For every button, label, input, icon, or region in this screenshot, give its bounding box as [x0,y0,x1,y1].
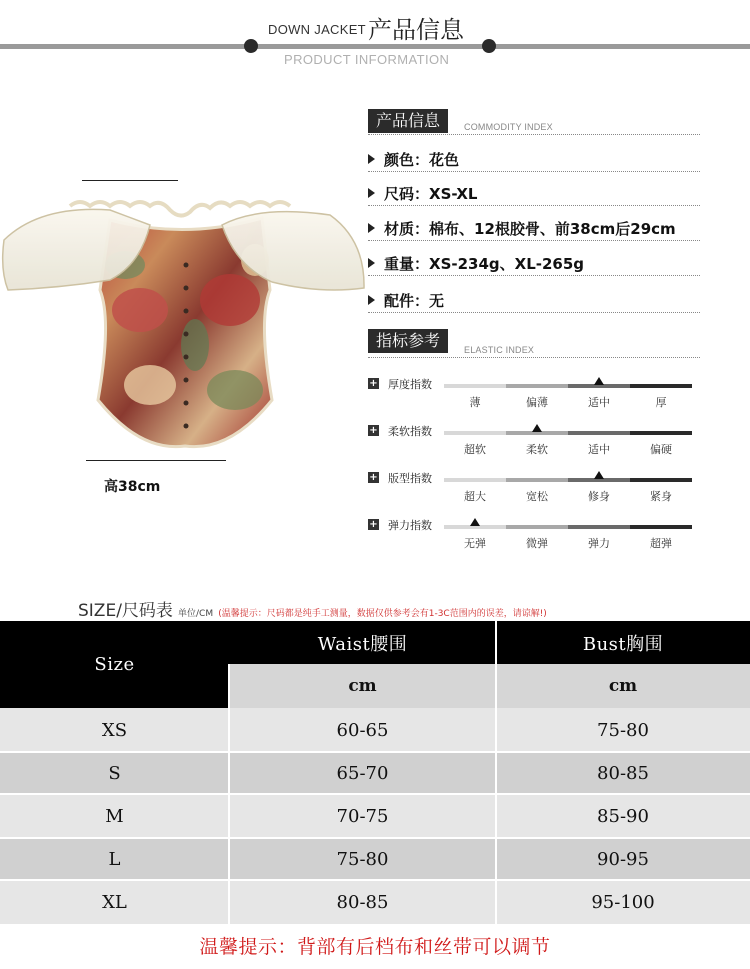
header-size: Size [0,621,229,708]
header-bust: Bust胸围 [496,621,750,664]
size-title-main: SIZE/尺码表 [78,601,173,621]
index-name: 柔软指数 [388,425,432,438]
row-separator [0,793,750,795]
level-label: 弹力 [588,537,610,550]
arrow-icon [368,258,375,268]
cell-size: XL [102,891,127,913]
level-label: 薄 [469,396,481,409]
index-scale-bar [444,384,692,388]
index-row-thickness [368,377,700,417]
commodity-sub: COMMODITY INDEX [464,122,553,132]
info-row-material [368,213,700,241]
level-label: 柔软 [526,443,548,456]
size-chart-title [78,596,547,621]
header-en-title: DOWN JACKET [268,22,366,37]
cell-waist: 65-70 [336,762,389,784]
floral-corset-image [0,170,368,460]
header-cn-title: 产品信息 [368,16,464,44]
index-name: 厚度指数 [388,378,432,391]
index-scale-bar [444,478,692,482]
level-label: 无弹 [464,537,486,550]
plus-icon: + [369,378,378,389]
level-label: 宽松 [526,490,548,503]
warm-tip: 温馨提示：背部有后档布和丝带可以调节 [199,935,551,958]
info-row-color [368,144,700,172]
arrow-icon [368,223,375,233]
cell-waist: 70-75 [336,805,389,827]
header-waist: Waist腰围 [229,621,496,664]
level-label: 超弹 [650,537,672,550]
index-level-labels [444,394,692,410]
cell-size: M [105,805,124,827]
level-label: 偏薄 [526,396,548,409]
index-row-softness [368,424,700,464]
level-label: 厚 [655,396,667,409]
header-dot-right [482,39,496,53]
row-divider [368,275,700,276]
info-text: 配件：无 [384,292,445,310]
size-title-unit: 单位/CM [178,609,214,619]
cell-size: XS [101,719,128,741]
level-label: 适中 [588,443,610,456]
level-label: 修身 [588,490,610,503]
plus-icon: + [369,519,378,530]
measure-bottom-line [86,460,226,461]
info-text: 尺码：XS-XL [384,185,478,203]
index-name: 弹力指数 [388,519,432,532]
index-marker [470,518,480,526]
index-level-labels [444,441,692,457]
index-level-labels [444,488,692,504]
cell-waist: 60-65 [336,719,389,741]
index-scale-bar [444,431,692,435]
cell-waist: 80-85 [336,891,389,913]
elastic-sub: ELASTIC INDEX [464,345,535,355]
cell-bust: 90-95 [597,848,649,870]
cell-bust: 85-90 [597,805,649,827]
index-level-labels [444,535,692,551]
info-row-accessory [368,285,700,313]
level-label: 超软 [464,443,486,456]
row-separator [0,751,750,753]
index-name: 版型指数 [388,472,432,485]
row-divider [368,312,700,313]
arrow-icon [368,188,375,198]
level-label: 微弹 [526,537,548,550]
index-row-fit [368,471,700,511]
level-label: 超大 [464,490,486,503]
plus-icon: + [369,472,378,483]
row-separator [0,837,750,839]
arrow-icon [368,154,375,164]
info-row-size [368,178,700,206]
arrow-icon [368,295,375,305]
index-marker [594,471,604,479]
elastic-divider [368,357,700,358]
commodity-badge: 产品信息 [368,109,448,133]
row-divider [368,240,700,241]
info-text: 颜色：花色 [384,151,460,169]
cell-bust: 95-100 [591,891,655,913]
commodity-divider [368,134,700,135]
header-subtitle: PRODUCT INFORMATION [284,52,450,67]
plus-icon: + [369,425,378,436]
level-label: 紧身 [650,490,672,503]
index-marker [532,424,542,432]
index-row-elasticity [368,518,700,558]
cell-size: S [108,762,121,784]
elastic-badge: 指标参考 [368,329,448,353]
cell-waist: 75-80 [336,848,389,870]
unit-bust: cm [496,664,750,708]
index-marker [594,377,604,385]
height-label: 高38cm [104,479,161,495]
unit-waist: cm [229,664,496,708]
cell-bust: 75-80 [597,719,649,741]
cell-size: L [108,848,121,870]
row-divider [368,205,700,206]
info-row-weight [368,248,700,276]
header-dot-left [244,39,258,53]
index-scale-bar [444,525,692,529]
size-title-note: (温馨提示：尺码都是纯手工测量，数据仅供参考会有1-3C范围内的误差，请谅解!) [218,609,547,619]
cell-bust: 80-85 [597,762,649,784]
info-text: 重量：XS-234g、XL-265g [384,255,585,273]
row-separator [0,879,750,881]
row-divider [368,171,700,172]
level-label: 适中 [588,396,610,409]
level-label: 偏硬 [650,443,672,456]
info-text: 材质：棉布、12根胶骨、前38cm后29cm [384,220,676,238]
